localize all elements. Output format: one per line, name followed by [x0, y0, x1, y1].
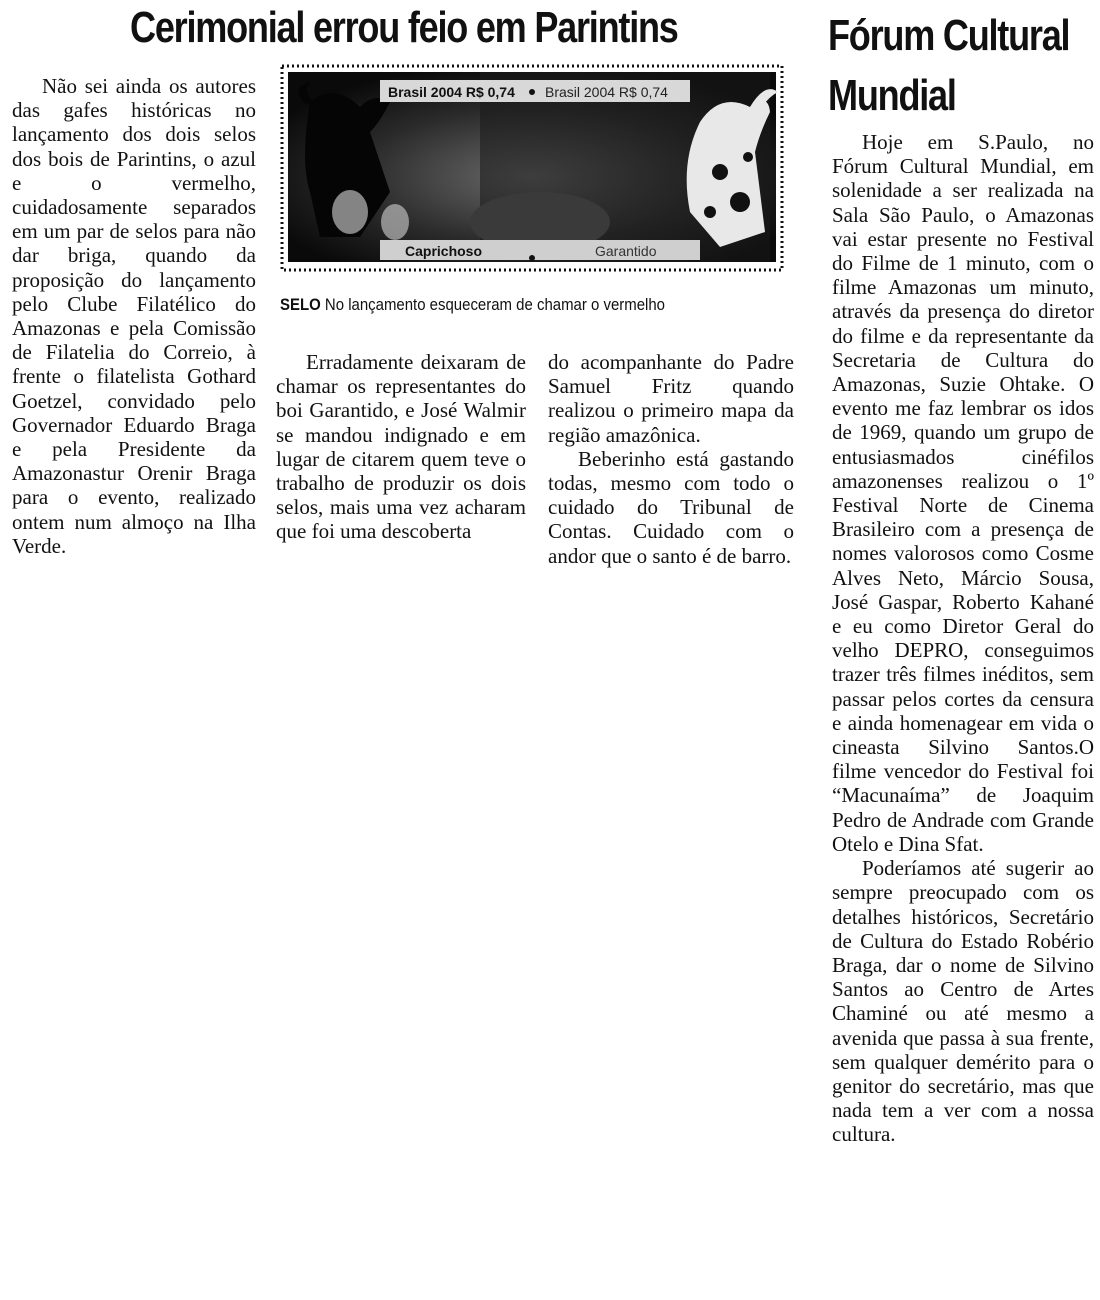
paragraph: Beberinho está gastando todas, mesmo com todo o cuidado do Tribunal de Contas. Cuidado com o andor que o santo é de barro. [548, 446, 794, 568]
stamp-pair-image [280, 62, 784, 272]
article-column-right [832, 130, 1094, 1147]
stamp-name-left: Caprichoso [405, 243, 483, 259]
article-column-2 [276, 350, 526, 544]
photo-caption [280, 295, 665, 315]
headline-left: Cerimonial errou feio em Parintins [130, 3, 678, 52]
caption-lead: SELO [280, 295, 321, 314]
caption-text: No lançamento esqueceram de chamar o vermelho [324, 295, 666, 314]
stamp-name-right: Garantido [595, 243, 657, 259]
article-column-3 [548, 350, 794, 568]
paragraph: Não sei ainda os autores das gafes históricas no lançamento dos dois selos dos bois de Parintins, o azul e o vermelho, cuidadosamente separados em um par de selos para não dar briga, quando da proposição do lançamento pelo Clube Filatélico do Amazonas e pela Comissão de Filatelia do Correio, à frente o filatelista Gothard Goetzel, convidado pelo Governador Eduardo Braga e pela Presidente da Amazonastur Orenir Braga para o evento, realizado ontem num almoço na Ilha Verde. [12, 74, 256, 558]
stamp-denomination-left: Brasil 2004 R$ 0,74 [388, 84, 515, 100]
stamp-denomination-right: Brasil 2004 R$ 0,74 [545, 84, 668, 100]
paragraph: Hoje em S.Paulo, no Fórum Cultural Mundial, em solenidade a ser realizada na Sala São Paulo, o Amazonas vai estar presente no Festival do Filme de 1 minuto, com o filme Amazonas um minuto, através da presença do diretor do filme e da representante da Secretaria de Cultura do Amazonas, Suzie Ohtake. O evento me faz lembrar os idos de 1969, quando um grupo de entusiasmados cinéfilos amazonenses realizou o 1º Festival Norte de Cinema Brasileiro com a presença de nomes valorosos como Cosme Alves Neto, Márcio Sousa, José Gaspar, Roberto Kahané e eu como Diretor Geral do velho DEPRO, conseguimos trazer três filmes inéditos, sem passar pelos cortes da censura e ainda homenagear em vida o cineasta Silvino Santos.O filme vencedor do Festival foi “Macunaíma” de Joaquim Pedro de Andrade com Grande Otelo e Dina Sfat. [832, 130, 1094, 856]
paragraph: do acompanhante do Padre Samuel Fritz quando realizou o primeiro mapa da região amazônica. [548, 350, 794, 447]
article-column-1 [12, 74, 256, 558]
headline-right: Fórum Cultural Mundial [828, 11, 1070, 120]
stamp-photo [280, 62, 784, 272]
paragraph: Poderíamos até sugerir ao sempre preocupado com os detalhes históricos, Secretário de Cultura do Estado Robério Braga, dar o nome de Silvino Santos ao Centro de Artes Chaminé ou até mesmo a avenida que passa à sua frente, sem qualquer demérito para o genitor do secretário, mas que nada tem a ver com a nossa cultura. [832, 856, 1094, 1147]
paragraph: Erradamente deixaram de chamar os representantes do boi Garantido, e José Walmir se mandou indignado e em lugar de citarem quem teve o trabalho de produzir os dois selos, mais uma vez acharam que foi uma descoberta [276, 350, 526, 544]
